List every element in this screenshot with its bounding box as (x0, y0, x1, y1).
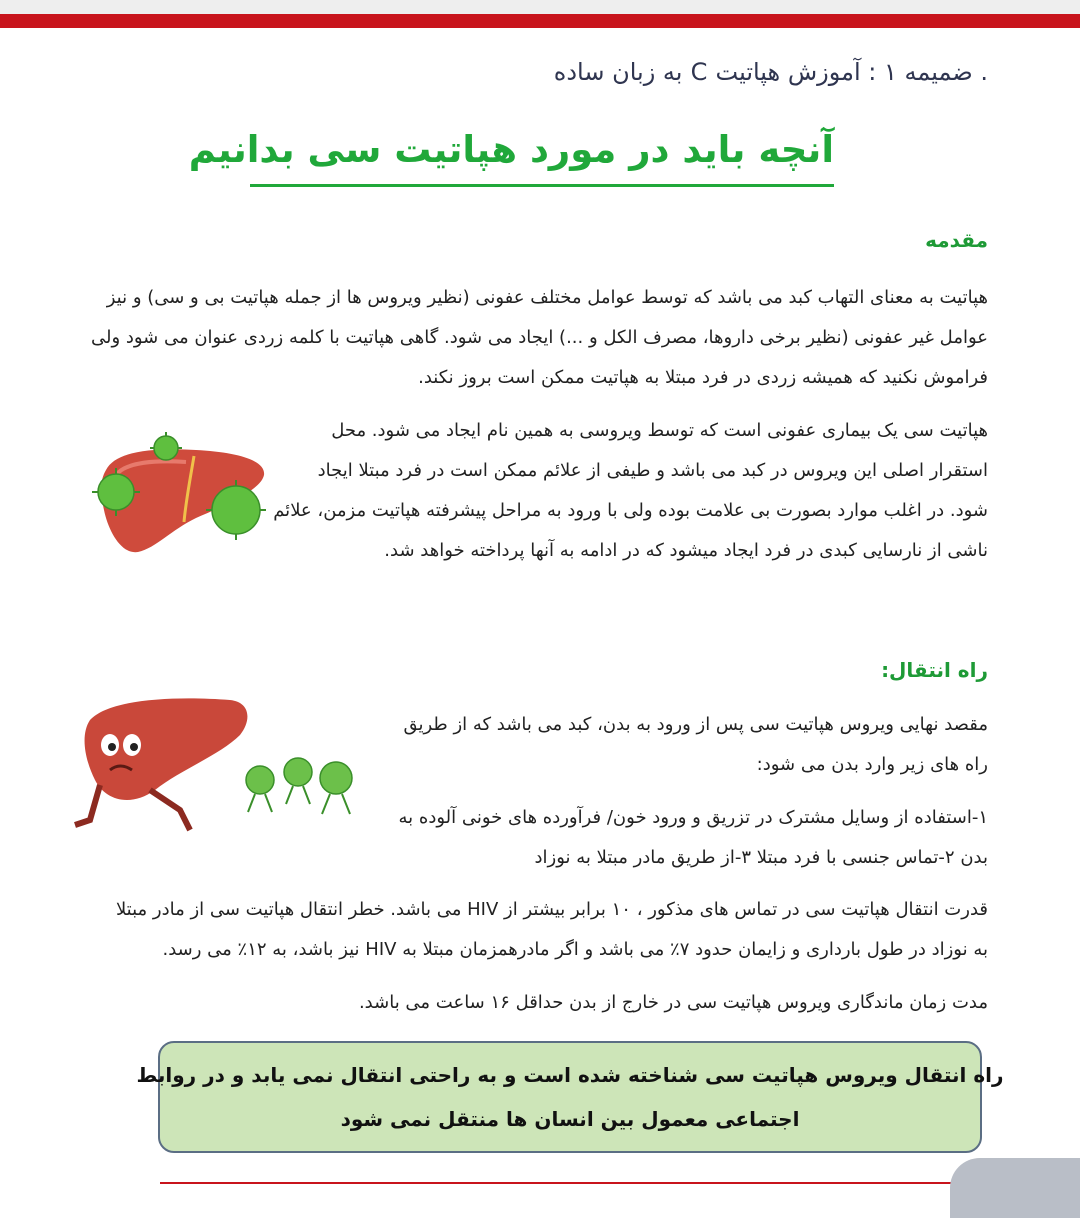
liver-virus-illustration (86, 430, 276, 560)
text-line: شود. در اغلب موارد بصورت بی علامت بوده ولی با ورود به مراحل پیشرفته هپاتیت مزمن، علائم (273, 500, 988, 521)
text-line: مدت زمان ماندگاری ویروس هپاتیت سی در خارج از بدن حداقل ۱۶ ساعت می باشد. (358, 992, 988, 1013)
transmission-power (98, 890, 988, 970)
text-line: فراموش نکنید که همیشه زردی در فرد مبتلا به هپاتیت ممکن است بروز نکند. (418, 367, 988, 388)
callout-line: اجتماعی معمول بین انسان ها منتقل نمی شود (340, 1107, 800, 1131)
callout-line: راه انتقال ویروس هپاتیت سی شناخته شده است و به راحتی انتقال نمی یابد و در روابط (136, 1063, 1004, 1087)
text-line: هپاتیت سی یک بیماری عفونی است که توسط ویروسی به همین نام ایجاد می شود. محل (331, 420, 988, 441)
intro-paragraph-1 (90, 278, 988, 398)
text-line: استقرار اصلی این ویروس در کبد می باشد و طیفی از علائم ممکن است در فرد مبتلا ایجاد (317, 460, 988, 481)
liver-character-icon (75, 698, 247, 830)
text-line: راه های زیر وارد بدن می شود: (756, 754, 988, 775)
transmission-lead (392, 705, 988, 785)
text-line: ۱-استفاده از وسایل مشترک در تزریق و ورود خون/ فرآورده های خونی آلوده به (398, 807, 988, 828)
text-line: بدن ۲-تماس جنسی با فرد مبتلا ۳-از طریق مادر مبتلا به نوزاد (534, 847, 988, 868)
page-title: آنچه باید در مورد هپاتیت سی بدانیم (188, 128, 834, 171)
text-line: به نوزاد در طول بارداری و زایمان حدود ۷٪ می باشد و اگر مادرهمزمان مبتلا به HIV نیز باشد، به ۱۲٪ می رسد. (162, 939, 988, 960)
top-bar (0, 0, 1080, 14)
text-line: مقصد نهایی ویروس هپاتیت سی پس از ورود به بدن، کبد می باشد که از طریق (403, 714, 988, 735)
header-red-band (0, 14, 1080, 28)
text-line: قدرت انتقال هپاتیت سی در تماس های مذکور ، ۱۰ برابر بیشتر از HIV می باشد. خطر انتقال هپاتیت سی از مادر مبتلا (115, 899, 988, 920)
appendix-title: . ضمیمه ۱ : آموزش هپاتیت C به زبان ساده (553, 58, 988, 86)
title-underline (250, 184, 834, 187)
virus-icon (246, 758, 352, 794)
transmission-survival (98, 983, 988, 1023)
transmission-routes (392, 798, 988, 878)
page-number-tab (950, 1158, 1080, 1218)
text-line: عوامل غیر عفونی (نظیر برخی داروها، مصرف الکل و ...) ایجاد می شود. گاهی هپاتیت با کلمه زردی عنوان می شود ولی (90, 327, 988, 348)
intro-heading: مقدمه (925, 228, 988, 252)
transmission-heading: راه انتقال: (881, 658, 988, 682)
running-liver-illustration (60, 690, 380, 840)
intro-paragraph-2 (273, 411, 988, 571)
footer-rule (160, 1182, 980, 1184)
key-message-box (136, 1041, 1004, 1153)
text-line: ناشی از نارسایی کبدی در فرد ایجاد میشود که در ادامه به آنها پرداخته خواهد شد. (384, 540, 988, 561)
text-line: هپاتیت به معنای التهاب کبد می باشد که توسط عوامل مختلف عفونی (نظیر ویروس ها از جمله هپاتیت بی و سی) و نیز (106, 287, 988, 308)
